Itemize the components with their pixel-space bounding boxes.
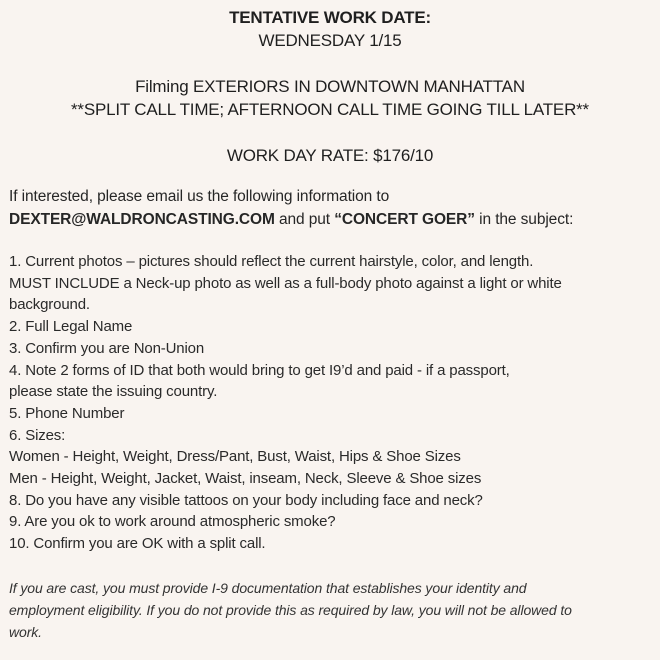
requirement-line: Men - Height, Weight, Jacket, Waist, inseam, Neck, Sleeve & Shoe sizes <box>9 470 482 488</box>
requirements-list <box>9 251 651 555</box>
requirement-line: 4. Note 2 forms of ID that both would bring to get I9’d and paid - if a passport, <box>9 361 510 379</box>
requirement-line: 8. Do you have any visible tattoos on your body including face and neck? <box>9 491 483 509</box>
requirement-line: background. <box>9 296 90 314</box>
i9-disclaimer <box>9 577 651 643</box>
contact-intro: If interested, please email us the following information to <box>9 188 390 205</box>
subject-keyword: “CONCERT GOER” <box>334 210 475 228</box>
page-title: TENTATIVE WORK DATE: <box>229 8 431 27</box>
filming-location: Filming EXTERIORS IN DOWNTOWN MANHATTAN <box>135 77 525 96</box>
work-date: WEDNESDAY 1/15 <box>258 31 402 50</box>
contact-instructions <box>9 186 651 231</box>
requirement-line: 6. Sizes: <box>9 426 66 444</box>
contact-middle: and put <box>274 210 335 228</box>
header-block <box>9 6 651 167</box>
requirement-line: MUST INCLUDE a Neck-up photo as well as a full-body photo against a light or white <box>9 274 562 292</box>
spacer <box>9 52 651 75</box>
requirement-line: 9. Are you ok to work around atmospheric smoke? <box>9 513 336 531</box>
work-day-rate: WORK DAY RATE: $176/10 <box>226 146 434 165</box>
email-address: DEXTER@WALDRONCASTING.COM <box>9 210 275 228</box>
contact-suffix: in the subject: <box>474 210 574 228</box>
disclaimer-line: If you are cast, you must provide I-9 documentation that establishes your identity and <box>9 579 527 596</box>
disclaimer-line: employment eligibility. If you do not provide this as required by law, you will not be allowed to <box>9 601 572 618</box>
spacer <box>9 167 651 186</box>
requirement-line: please state the issuing country. <box>9 383 218 401</box>
requirement-line: Women - Height, Weight, Dress/Pant, Bust, Waist, Hips & Shoe Sizes <box>9 448 461 466</box>
spacer <box>9 121 651 144</box>
requirement-line: 2. Full Legal Name <box>9 318 133 336</box>
requirement-line: 1. Current photos – pictures should reflect the current hairstyle, color, and length. <box>9 253 534 270</box>
disclaimer-line: work. <box>9 623 42 640</box>
requirement-line: 5. Phone Number <box>9 404 125 422</box>
call-time-note: **SPLIT CALL TIME; AFTERNOON CALL TIME GOING TILL LATER** <box>71 100 589 119</box>
requirement-line: 10. Confirm you are OK with a split call. <box>9 535 266 553</box>
requirement-line: 3. Confirm you are Non-Union <box>9 339 205 357</box>
